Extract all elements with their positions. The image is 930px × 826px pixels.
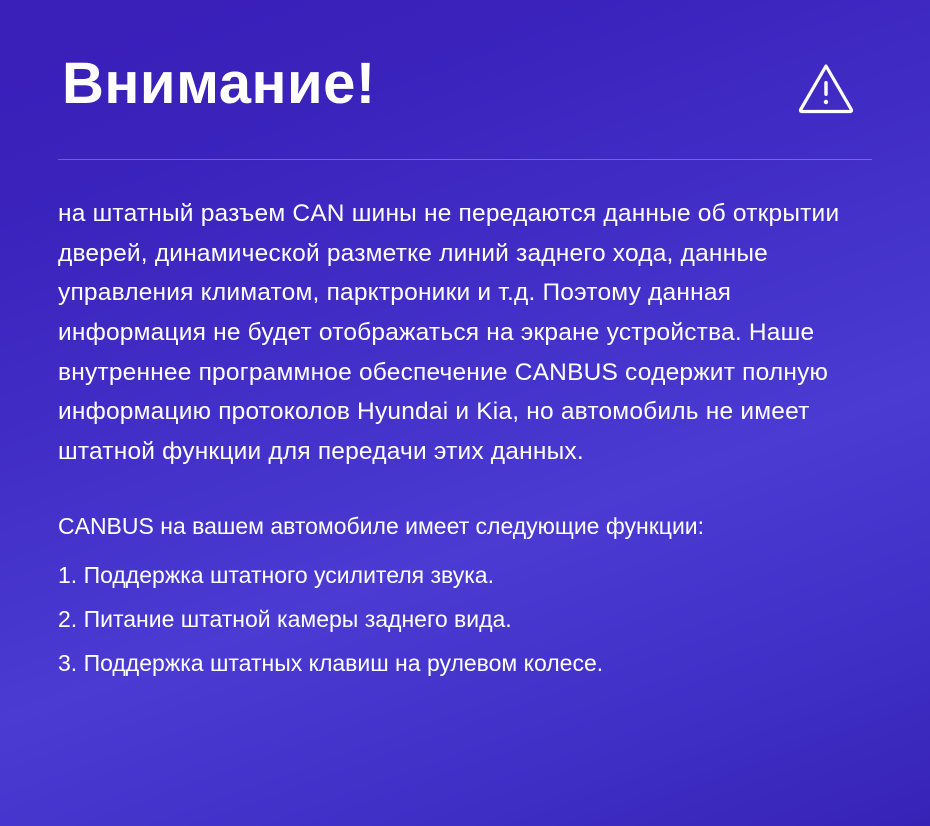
notice-body-text: на штатный разъем CAN шины не передаются данные об открытии дверей, динамической разметке линий заднего хода, данные управления климатом, парктроники и т.д. Поэтому данная информация не будет отображаться на экране устройства. Наше внутреннее программное обеспечение CANBUS содержит полную информацию протоколов Hyundai и Kia, но автомобиль не имеет штатной функции для передачи этих данных. xyxy=(58,200,840,466)
list-item: 3. Поддержка штатных клавиш на рулевом колесе. xyxy=(58,649,604,676)
header-divider xyxy=(58,159,872,160)
list-item: 2. Питание штатной камеры заднего вида. xyxy=(58,605,512,632)
features-intro-text: CANBUS на вашем автомобиле имеет следующие функции: xyxy=(58,512,705,539)
page-title: Внимание! xyxy=(62,51,376,116)
warning-triangle-icon xyxy=(798,62,854,119)
features-list xyxy=(58,553,872,685)
list-item: 1. Поддержка штатного усилителя звука. xyxy=(58,561,494,588)
notice-header xyxy=(58,46,872,119)
